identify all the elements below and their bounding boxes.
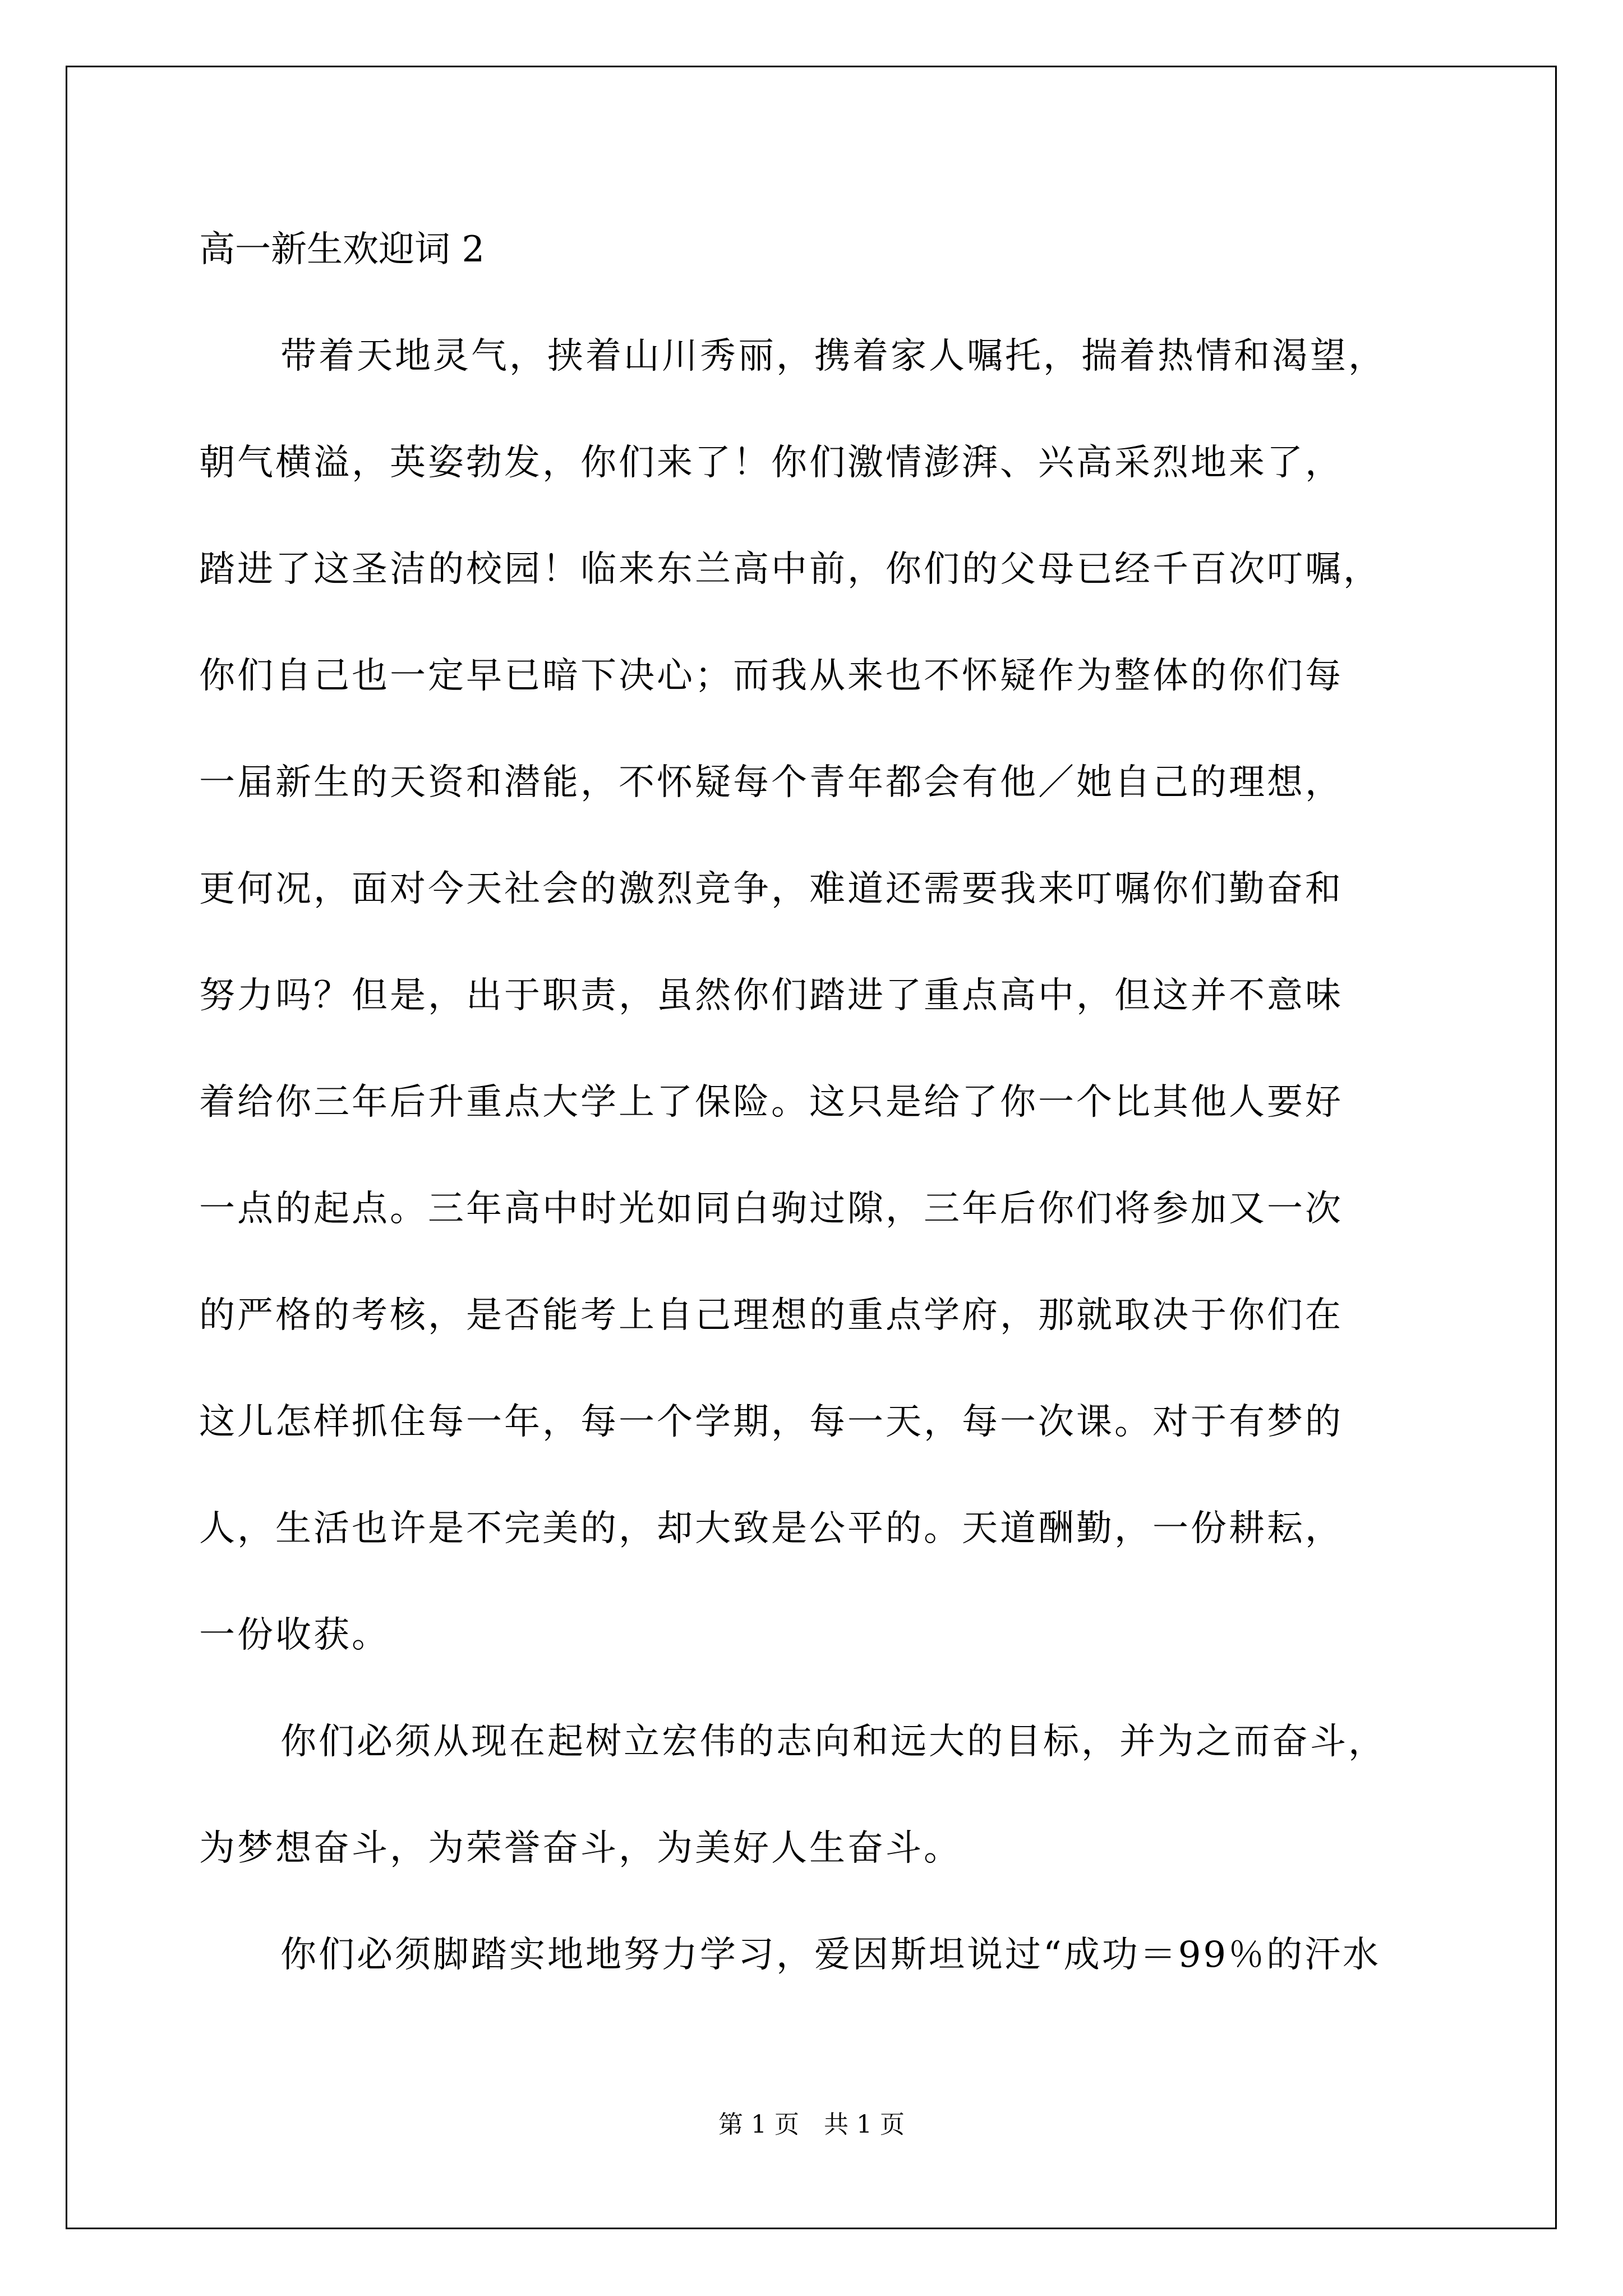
paragraph-line: 着给你三年后升重点大学上了保险。这只是给了你一个比其他人要好 [199,1082,1343,1123]
paragraph-line: 你们必须从现在起树立宏伟的志向和远大的目标，并为之而奋斗， [280,1721,1386,1763]
paragraph-line: 带着天地灵气，挟着山川秀丽，携着家人嘱托，揣着热情和渴望， [280,335,1386,377]
paragraph-line: 你们自己也一定早已暗下决心；而我从来也不怀疑作为整体的你们每 [199,655,1343,697]
paragraph-line: 你们必须脚踏实地地努力学习，爱因斯坦说过“成功＝99％的汗水 [280,1934,1381,1976]
paragraph-line: 这儿怎样抓住每一年，每一个学期，每一天，每一次课。对于有梦的 [199,1401,1343,1443]
paragraph-line: 的严格的考核，是否能考上自己理想的重点学府，那就取决于你们在 [199,1295,1343,1336]
document-title: 高一新生欢迎词 2 [199,229,485,270]
paragraph-line: 一点的起点。三年高中时光如同白驹过隙，三年后你们将参加又一次 [199,1188,1343,1230]
paragraph-line: 一届新生的天资和潜能，不怀疑每个青年都会有他／她自己的理想， [199,762,1343,803]
page-number-footer: 第 1 页 共 1 页 [718,2110,905,2139]
page-border [66,66,1557,2229]
paragraph-line: 更何况，面对今天社会的激烈竞争，难道还需要我来叮嘱你们勤奋和 [199,868,1343,910]
paragraph-line: 努力吗？但是，出于职责，虽然你们踏进了重点高中，但这并不意味 [199,975,1343,1016]
paragraph-line: 人，生活也许是不完美的，却大致是公平的。天道酬勤，一份耕耘， [199,1508,1343,1549]
paragraph-line: 朝气横溢，英姿勃发，你们来了！你们激情澎湃、兴高采烈地来了， [199,442,1343,484]
paragraph-line: 踏进了这圣洁的校园！临来东兰高中前，你们的父母已经千百次叮嘱， [199,549,1381,590]
paragraph-line: 为梦想奋斗，为荣誉奋斗，为美好人生奋斗。 [199,1828,962,1869]
paragraph-line: 一份收获。 [199,1614,390,1656]
